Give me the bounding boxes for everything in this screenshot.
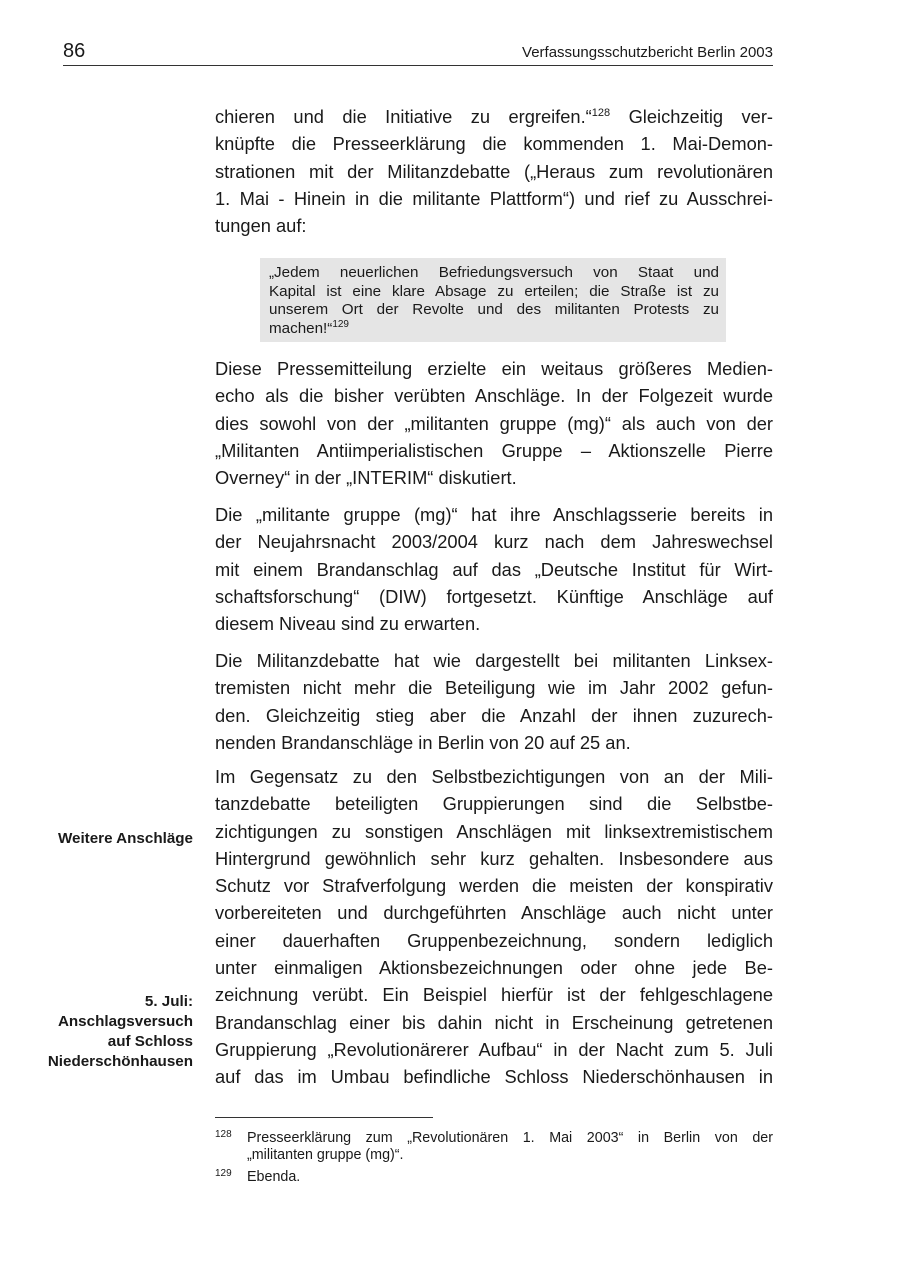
margin-note-july-5: 5. Juli: Anschlagsversuch auf Schloss Niederschönhausen: [47, 993, 193, 1070]
block-quote: [260, 258, 726, 342]
text-line: tanzdebatte beteiligten Gruppierungen sind die Selbstbe-: [215, 793, 773, 815]
text-line: tremisten nicht mehr die Beteiligung wie im Jahr 2002 gefun-: [215, 677, 773, 699]
text-line: zeichnung verübt. Ein Beispiel hierfür ist der fehlgeschlagene: [215, 984, 773, 1006]
footnote-text: „militanten gruppe (mg)“.: [247, 1147, 404, 1163]
paragraph-4: [215, 647, 773, 756]
paragraph-3: [215, 501, 773, 637]
text-line: knüpfte die Presseerklärung die kommenden 1. Mai-Demon-: [215, 133, 773, 155]
text-line: tungen auf:: [215, 215, 307, 237]
text-line: diesem Niveau sind zu erwarten.: [215, 613, 481, 635]
text-line: der Neujahrsnacht 2003/2004 kurz nach dem Jahreswechsel: [215, 531, 773, 553]
text-line: nenden Brandanschläge in Berlin von 20 auf 25 an.: [215, 731, 631, 753]
quote-line: unserem Ort der Revolte und des militanten Protests zu: [269, 301, 719, 318]
quote-line: Kapital ist eine klare Absage zu erteilen; die Straße ist zu: [269, 282, 719, 300]
text-line: Schutz vor Strafverfolgung werden die meisten der konspirativ: [215, 875, 773, 897]
text-line: einer dauerhaften Gruppenbezeichnung, sondern lediglich: [215, 929, 773, 951]
paragraph-2: [215, 355, 773, 491]
text-line: Brandanschlag einer bis dahin nicht in Erscheinung getretenen: [215, 1011, 773, 1033]
text-line: „Militanten Antiimperialistischen Gruppe – Aktionszelle Pierre: [215, 439, 773, 461]
text-line: den. Gleichzeitig stieg aber die Anzahl der ihnen zuzurech-: [215, 704, 773, 726]
text-line: Im Gegensatz zu den Selbstbezichtigungen von an der Mili-: [215, 766, 773, 787]
text-line: dies sowohl von der „militanten gruppe (mg)“ als auch von der: [215, 412, 773, 434]
paragraph-5: [215, 763, 773, 1091]
footnote-ref[interactable]: 129: [332, 318, 349, 330]
text-line: schaftsforschung“ (DIW) fortgesetzt. Künftige Anschläge auf: [215, 585, 773, 607]
text-line: mit einem Brandanschlag auf das „Deutsche Institut für Wirt-: [215, 558, 773, 580]
text-line: 1. Mai - Hinein in die militante Plattform“) und rief zu Ausschrei-: [215, 187, 773, 209]
footnote-128: [215, 1130, 773, 1166]
text-line: unter einmaligen Aktionsbezeichnungen oder ohne jede Be-: [215, 957, 773, 979]
text-line: vorbereiteten und durchgeführten Anschläge auch nicht unter: [215, 902, 773, 924]
text-line: auf das im Umbau befindliche Schloss Niederschönhausen in: [215, 1066, 773, 1088]
footnote-text: Ebenda.: [247, 1169, 301, 1185]
text-line: chieren und die Initiative zu ergreifen.“$^{128}$ Gleichzeitig ver-: [215, 106, 773, 127]
page-header: [63, 40, 773, 66]
footnote-text: Presseerklärung zum „Revolutionären 1. Mai 2003“ in Berlin von der: [247, 1130, 773, 1146]
footnote-number: 128: [215, 1129, 232, 1140]
running-title: Verfassungsschutzbericht Berlin 2003: [522, 44, 773, 61]
margin-note-further-attacks: Weitere Anschläge: [57, 830, 193, 847]
text-line: Diese Pressemitteilung erzielte ein weitaus größeres Medien-: [215, 358, 773, 379]
text-line: Die Militanzdebatte hat wie dargestellt bei militanten Linksex-: [215, 650, 773, 671]
page-number: 86: [63, 40, 86, 62]
text-line: zichtigungen zu sonstigen Anschlägen mit linksextremistischem: [215, 820, 773, 842]
quote-line: „Jedem neuerlichen Befriedungsversuch von Staat und: [269, 264, 719, 281]
text-line: Die „militante gruppe (mg)“ hat ihre Anschlagsserie bereits in: [215, 504, 773, 525]
footnote-number: 129: [215, 1168, 232, 1179]
paragraph-1: [215, 103, 773, 239]
footnote-separator: [215, 1117, 433, 1118]
text-line: Overney“ in der „INTERIM“ diskutiert.: [215, 467, 517, 489]
text-line: echo als die bisher verübten Anschläge. In der Folgezeit wurde: [215, 385, 773, 407]
quote-line: machen!“$^{129}$: [269, 318, 349, 337]
text-line: strationen mit der Militanzdebatte („Heraus zum revolutionären: [215, 160, 773, 182]
text-line: Hintergrund gewöhnlich sehr kurz gehalten. Insbesondere aus: [215, 847, 773, 869]
footnote-129: [215, 1169, 773, 1187]
footnote-ref[interactable]: 128: [591, 107, 611, 119]
text-line: Gruppierung „Revolutionärerer Aufbau“ in der Nacht zum 5. Juli: [215, 1038, 773, 1060]
